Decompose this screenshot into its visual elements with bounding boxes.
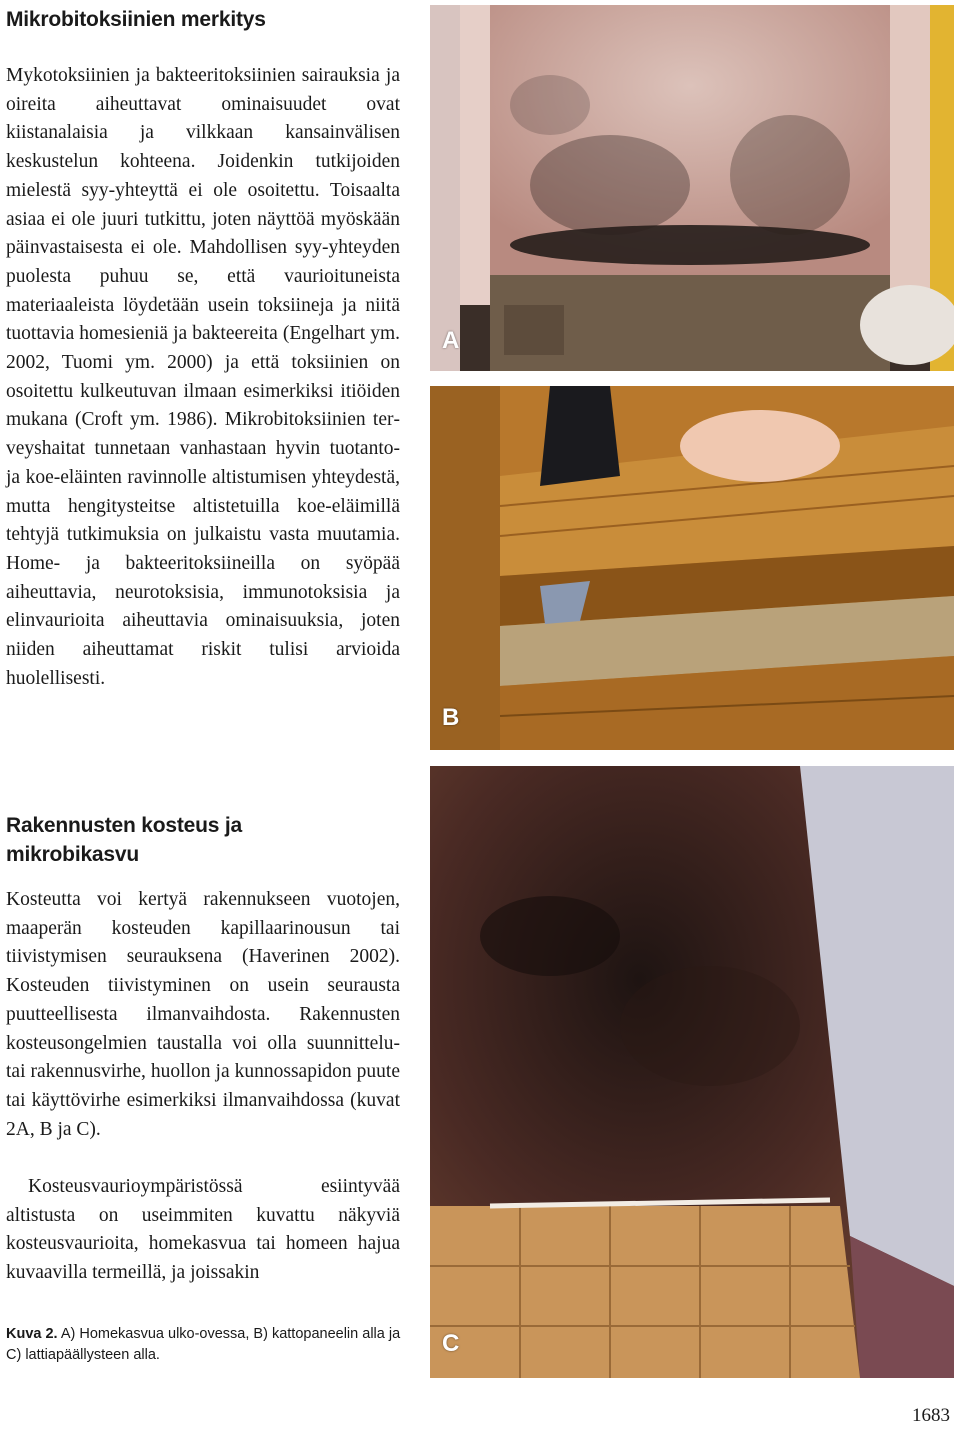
figure-caption-lead: Kuva 2. (6, 1326, 58, 1342)
body-paragraph: Mykotoksiinien ja bakteeritoksiinien sairauksia ja oireita aiheuttavat ominaisuudet ovat kiistanalaisia ja vilkkaan kansainvälisen keskustelun kohteena. Joidenkin tutkijoiden mielestä syy-yhteyttä ei ole osoitettu. Toisaalta asiaa ei ole juuri tutkittu, joten näyttöä myöskään päinvastaisesta ei ole. Mahdollisen syy-yhteyden puolesta puhuu se, että vaurioituneista materiaaleista löydetään usein toksiineja ja niitä tuottavia homesieniä ja bakteereita (Engelhart ym. 2002, Tuomi ym. 2000) ja että toksiinien on osoitettu kulkeutuvan ilmaan esimerkiksi itiöiden mukana (Croft ym. 1986). Mikrobitoksiinien terveyshaitat tunnetaan vanhastaan hyvin tuotanto- ja koe-eläinten ravinnolle altistumisen yhteydestä, mutta hengitysteitse altistetuilla koe-eläimillä tehtyjä tutkimuksia on julkaistu vasta muutamia. Home- ja bakteeritoksiineilla on syöpää aiheuttavia, neurotoksisia, immunotoksisia ja elinvaurioita aiheuttavia ominaisuuksia, joten niiden aiheuttamat riskit tulisi arvioida huolellisesti. (6, 65, 400, 689)
figure-caption (6, 1324, 406, 1366)
photo-b-label: B (442, 704, 460, 731)
figure-caption-text: A) Homekasvua ulko-ovessa, B) kattopaneelin alla ja C) lattiapäällysteen alla. (6, 1326, 401, 1363)
section-heading-rakennusten-kosteus: Rakennusten kosteus ja mikrobikasvu (6, 814, 243, 866)
photo-b-under-ceiling-panel (430, 386, 954, 750)
page-number: 1683 (912, 1405, 950, 1426)
photo-c-illustration (430, 766, 954, 1378)
section-heading-mikrobitoksiinien: Mikrobitoksiinien merkitys (6, 8, 266, 31)
photo-a-mold-on-door (430, 5, 954, 371)
body-paragraph: Kosteutta voi kertyä rakennukseen vuotojen, maaperän kosteuden kapillaarinousun tai tiivistymisen seurauksena (Haverinen 2002). Kosteuden tiivistyminen on usein seurausta puutteellisesta ilmanvaihdosta. Rakennusten kosteusongelmien taustalla voi olla suunnittelu- tai rakennusvirhe, huollon ja kunnossapidon puute tai käyttövirhe esimerkiksi ilmanvaihdossa (kuvat 2A, B ja C). (6, 889, 400, 1140)
photo-c-label: C (442, 1330, 460, 1357)
body-paragraph: Kosteusvaurioympäristössä esiintyvää altistusta on useimmiten kuvattu näkyviä kosteusvaurioita, homekasvua tai homeen hajua kuvaavilla termeillä, ja joissakin (6, 1176, 400, 1284)
photo-c-under-floor-covering (430, 766, 954, 1378)
photo-b-illustration (430, 386, 954, 750)
photo-a-illustration (430, 5, 954, 371)
photo-a-label: A (442, 327, 460, 354)
